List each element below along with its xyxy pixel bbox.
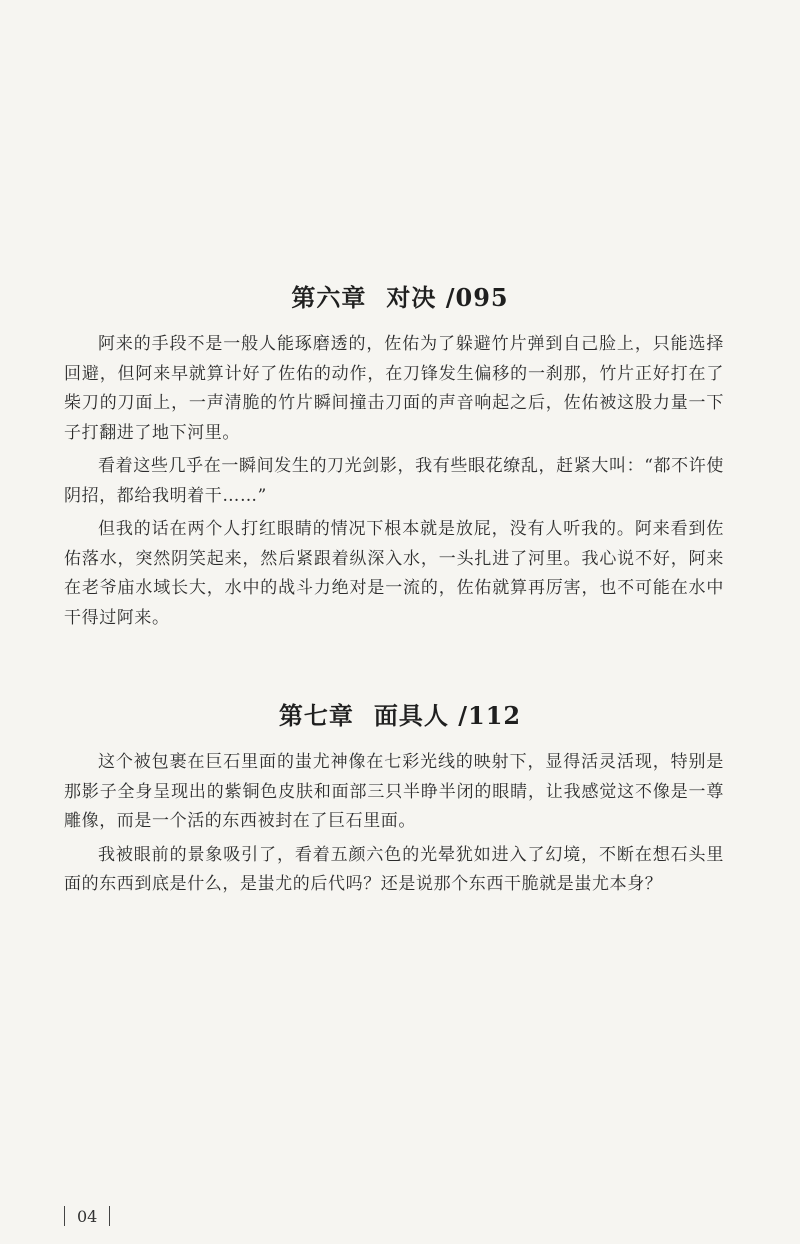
chapter-7-excerpt xyxy=(64,748,724,904)
chapter-7-heading xyxy=(0,696,800,731)
chapter-6-heading xyxy=(0,278,800,313)
folio-bar-right xyxy=(109,1206,110,1226)
paragraph: 但我的话在两个人打红眼睛的情况下根本就是放屁，没有人听我的。阿来看到佐佑落水，突然阴笑起来，然后紧跟着纵深入水，一头扎进了河里。我心说不好，阿来在老爷庙水域长大，水中的战斗力绝对是一流的，佐佑就算再厉害，也不可能在水中干得过阿来。 xyxy=(64,519,724,628)
paragraph: 我被眼前的景象吸引了，看着五颜六色的光晕犹如进入了幻境，不断在想石头里面的东西到底是什么，是蚩尤的后代吗？还是说那个东西干脆就是蚩尤本身？ xyxy=(64,844,724,894)
chapter-6-name: 对决 /095 xyxy=(386,283,509,312)
page-number-value: 04 xyxy=(77,1206,98,1226)
page-number xyxy=(64,1206,110,1226)
paragraph: 阿来的手段不是一般人能琢磨透的，佐佑为了躲避竹片弹到自己脸上，只能选择回避，但阿来早就算计好了佐佑的动作，在刀锋发生偏移的一刹那，竹片正好打在了柴刀的刀面上，一声清脆的竹片瞬间撞击刀面的声音响起之后，佐佑被这股力量一下子打翻进了地下河里。 xyxy=(64,334,724,443)
chapter-6-excerpt xyxy=(64,330,724,637)
paragraph: 这个被包裹在巨石里面的蚩尤神像在七彩光线的映射下，显得活灵活现，特别是那影子全身呈现出的紫铜色皮肤和面部三只半睁半闭的眼睛，让我感觉这不像是一尊雕像，而是一个活的东西被封在了巨石里面。 xyxy=(64,752,724,831)
chapter-6-number: 第六章 xyxy=(291,283,367,312)
chapter-7-name: 面具人 /112 xyxy=(373,701,522,730)
paragraph: 看着这些几乎在一瞬间发生的刀光剑影，我有些眼花缭乱，赶紧大叫：“都不许使阴招，都给我明着干……” xyxy=(64,456,724,506)
chapter-7-number: 第七章 xyxy=(278,701,354,730)
